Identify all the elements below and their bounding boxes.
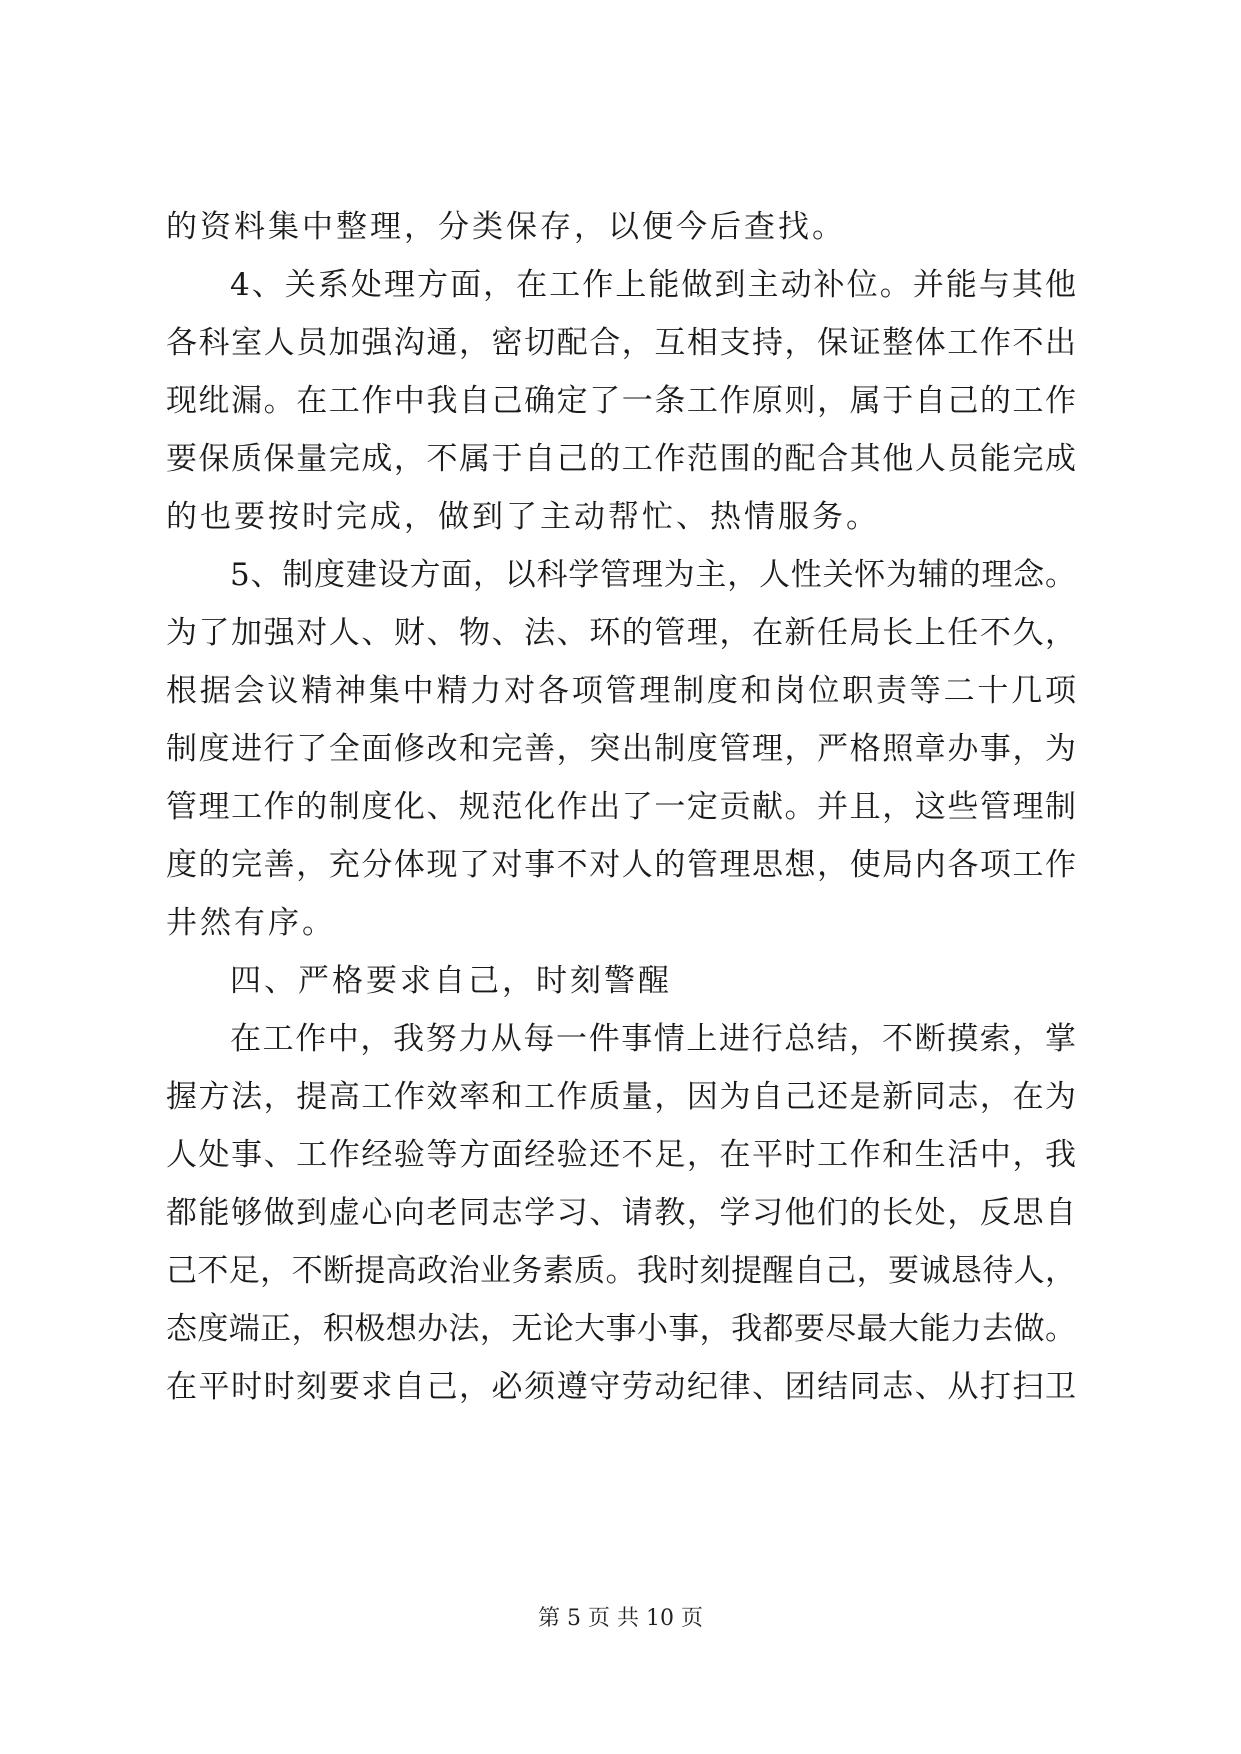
text-line: 在工作中，我努力从每一件事情上进行总结，不断摸索，掌 <box>230 1021 1076 1057</box>
text-line: 都能够做到虚心向老同志学习、请教，学习他们的长处，反思自 <box>166 1195 1076 1231</box>
section-heading: 四、严格要求自己，时刻警醒 <box>230 963 672 999</box>
document-body <box>166 198 1076 1416</box>
text-line: 井然有序。 <box>166 905 336 941</box>
text-line: 要保质保量完成，不属于自己的工作范围的配合其他人员能完成 <box>166 441 1076 477</box>
text-line: 4、关系处理方面，在工作上能做到主动补位。并能与其他 <box>230 267 1076 303</box>
text-line: 在平时时刻要求自己，必须遵守劳动纪律、团结同志、从打扫卫 <box>166 1369 1076 1405</box>
text-line: 人处事、工作经验等方面经验还不足，在平时工作和生活中，我 <box>166 1137 1076 1173</box>
text-line: 的资料集中整理，分类保存，以便今后查找。 <box>166 209 846 245</box>
text-line: 的也要按时完成，做到了主动帮忙、热情服务。 <box>166 499 880 535</box>
text-line: 握方法，提高工作效率和工作质量，因为自己还是新同志，在为 <box>166 1079 1076 1115</box>
text-line: 现纰漏。在工作中我自己确定了一条工作原则，属于自己的工作 <box>166 383 1076 419</box>
text-line: 己不足，不断提高政治业务素质。我时刻提醒自己，要诚恳待人， <box>166 1253 1076 1289</box>
text-line: 根据会议精神集中精力对各项管理制度和岗位职责等二十几项 <box>166 673 1076 709</box>
text-line: 管理工作的制度化、规范化作出了一定贡献。并且，这些管理制 <box>166 789 1076 825</box>
text-line: 为了加强对人、财、物、法、环的管理，在新任局长上任不久， <box>166 615 1076 651</box>
text-line: 制度进行了全面修改和完善，突出制度管理，严格照章办事，为 <box>166 731 1076 767</box>
page-footer: 第 5 页 共 10 页 <box>538 1606 703 1631</box>
text-line: 度的完善，充分体现了对事不对人的管理思想，使局内各项工作 <box>166 847 1076 883</box>
text-line: 各科室人员加强沟通，密切配合，互相支持，保证整体工作不出 <box>166 325 1076 361</box>
text-line: 5、制度建设方面，以科学管理为主，人性关怀为辅的理念。 <box>230 557 1076 593</box>
text-line: 态度端正，积极想办法，无论大事小事，我都要尽最大能力去做。 <box>166 1311 1076 1347</box>
